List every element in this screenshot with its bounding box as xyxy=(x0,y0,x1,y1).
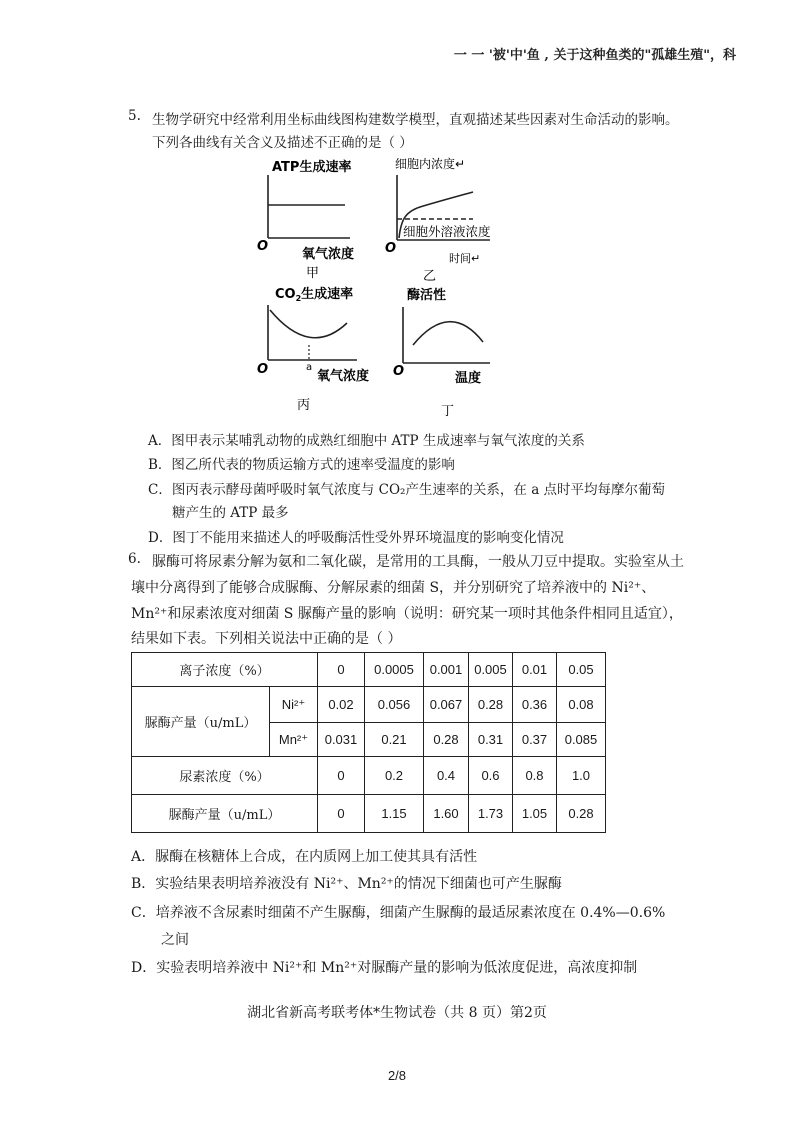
urea-yield-cell: 0 xyxy=(318,795,365,833)
graph-ding-ylabel: 酶活性 xyxy=(407,288,447,303)
q5-option-c-line1: C．图丙表示酵母菌呼吸时氧气浓度与 CO₂产生速率的关系，在 a 点时平均每摩尔葡萄 xyxy=(148,482,666,498)
q6-stem-line3: Mn²⁺和尿素浓度对细菌 S 脲酶产量的影响（说明：研究某一项时其他条件相同且适宜）， xyxy=(131,606,683,622)
q5-stem-line2: 下列各曲线有关含义及描述不正确的是（ ） xyxy=(152,135,413,151)
q6-option-d: D．实验表明培养液中 Ni²⁺和 Mn²⁺对脲酶产量的影响为低浓度促进，高浓度抑制 xyxy=(131,960,638,976)
urea-value-cell: 1.0 xyxy=(557,757,606,795)
ion-value-cell: 0 xyxy=(318,653,365,687)
graph-ding xyxy=(393,287,490,419)
q5-number: 5. xyxy=(128,108,141,124)
graph-yi-xlabel: 时间↵ xyxy=(449,252,481,265)
graph-jia-origin: O xyxy=(257,239,269,254)
page-number: 2/8 xyxy=(387,1068,407,1083)
graph-bing xyxy=(257,286,369,413)
ni-value-cell: 0.28 xyxy=(469,687,513,723)
urea-value-cell: 0.2 xyxy=(365,757,424,795)
graph-ding-curve xyxy=(413,322,483,345)
mn-value-cell: 0.28 xyxy=(424,723,469,757)
q6-option-a: A．脲酶在核糖体上合成，在内质网上加工使其具有活性 xyxy=(131,849,478,865)
graph-bing-ylabel xyxy=(275,286,353,303)
ion-value-cell: 0.001 xyxy=(424,653,469,687)
q6-option-c-line2: 之间 xyxy=(161,932,189,948)
ion-value-cell: 0.005 xyxy=(469,653,513,687)
page-footer: 湖北省新高考联考体*生物试卷（共 8 页）第2页 xyxy=(247,1005,547,1021)
mn-value-cell: 0.085 xyxy=(557,723,606,757)
ni-value-cell: 0.067 xyxy=(424,687,469,723)
graph-bing-xlabel: 氧气浓度 xyxy=(317,369,370,384)
urease-data-table xyxy=(131,652,606,833)
ion-value-cell: 0.0005 xyxy=(365,653,424,687)
urea-yield-cell: 1.60 xyxy=(424,795,469,833)
urea-yield-cell: 1.15 xyxy=(365,795,424,833)
ni-label: Ni²⁺ xyxy=(270,687,318,723)
table-row xyxy=(132,653,606,687)
top-partial-text: 一 一 '被'中'鱼 , 关于这种鱼类的"孤雄生殖"，科 xyxy=(453,48,736,63)
graph-yi-name: 乙 xyxy=(423,269,437,284)
graph-yi-origin: O xyxy=(385,241,397,256)
graph-ding-origin: O xyxy=(393,364,405,379)
graph-bing-ylabel-rest: 生成速率 xyxy=(301,287,354,302)
graph-jia-name: 甲 xyxy=(306,266,320,281)
graph-bing-ylabel-sub: 2 xyxy=(295,294,302,303)
graph-ding-name: 丁 xyxy=(441,404,455,419)
q5-option-d: D．图丁不能用来描述人的呼吸酶活性受外界环境温度的影响变化情况 xyxy=(148,530,564,546)
graph-yi-dashed-label: 细胞外溶液浓度 xyxy=(403,224,491,239)
graph-bing-curve xyxy=(270,310,347,338)
table-row xyxy=(132,795,606,833)
table-row xyxy=(132,687,606,723)
q5-option-c-line2: 糖产生的 ATP 最多 xyxy=(172,505,289,521)
q6-stem-line4: 结果如下表。下列相关说法中正确的是（ ） xyxy=(131,631,402,647)
graph-jia-xlabel: 氧气浓度 xyxy=(302,247,355,262)
q5-option-b: B．图乙所代表的物质运输方式的速率受温度的影响 xyxy=(148,457,455,473)
urea-yield-cell: 0.28 xyxy=(557,795,606,833)
q5-stem-line1: 生物学研究中经常利用坐标曲线图构建数学模型，直观描述某些因素对生命活动的影响。 xyxy=(152,112,679,128)
graph-bing-origin: O xyxy=(257,362,269,377)
mn-value-cell: 0.21 xyxy=(365,723,424,757)
urea-yield-cell: 1.73 xyxy=(469,795,513,833)
q6-option-b: B．实验结果表明培养液没有 Ni²⁺、Mn²⁺的情况下细菌也可产生脲酶 xyxy=(131,876,562,892)
graph-jia-ylabel: ATP生成速率 xyxy=(272,160,352,175)
mn-value-cell: 0.31 xyxy=(469,723,513,757)
ion-value-cell: 0.05 xyxy=(557,653,606,687)
graph-bing-ylabel-co: CO xyxy=(275,287,296,302)
graph-yi xyxy=(385,156,491,284)
urea-concentration-header: 尿素浓度（%） xyxy=(132,757,318,795)
q5-option-a: A．图甲表示某哺乳动物的成熟红细胞中 ATP 生成速率与氧气浓度的关系 xyxy=(148,433,585,449)
graph-jia xyxy=(257,159,354,281)
mn-value-cell: 0.031 xyxy=(318,723,365,757)
graph-ding-xlabel: 温度 xyxy=(455,371,482,386)
urea-yield-cell: 1.05 xyxy=(513,795,557,833)
graph-bing-point-a: a xyxy=(306,362,313,373)
q5-graphs xyxy=(255,150,535,420)
urea-value-cell: 0.8 xyxy=(513,757,557,795)
urea-value-cell: 0.4 xyxy=(424,757,469,795)
graph-bing-name: 丙 xyxy=(297,398,311,413)
ni-value-cell: 0.056 xyxy=(365,687,424,723)
mn-value-cell: 0.37 xyxy=(513,723,557,757)
mn-label: Mn²⁺ xyxy=(270,723,318,757)
q6-number: 6. xyxy=(128,551,141,567)
ion-value-cell: 0.01 xyxy=(513,653,557,687)
ion-concentration-header: 离子浓度（%） xyxy=(132,653,318,687)
urea-yield-label: 脲酶产量（u/mL） xyxy=(132,795,318,833)
q6-option-c-line1: C．培养液不含尿素时细菌不产生脲酶，细菌产生脲酶的最适尿素浓度在 0.4%—0.6% xyxy=(131,905,666,921)
ni-value-cell: 0.02 xyxy=(318,687,365,723)
urease-yield-label: 脲酶产量（u/mL） xyxy=(132,687,270,757)
graph-yi-ylabel: 细胞内浓度↵ xyxy=(395,157,466,171)
q6-stem-line2: 壤中分离得到了能够合成脲酶、分解尿素的细菌 S，并分别研究了培养液中的 Ni²⁺、 xyxy=(131,580,656,596)
table-row xyxy=(132,757,606,795)
q6-stem-line1: 脲酶可将尿素分解为氨和二氧化碳，是常用的工具酶，一般从刀豆中提取。实验室从土 xyxy=(152,554,684,570)
ni-value-cell: 0.08 xyxy=(557,687,606,723)
ni-value-cell: 0.36 xyxy=(513,687,557,723)
urea-value-cell: 0 xyxy=(318,757,365,795)
urea-value-cell: 0.6 xyxy=(469,757,513,795)
